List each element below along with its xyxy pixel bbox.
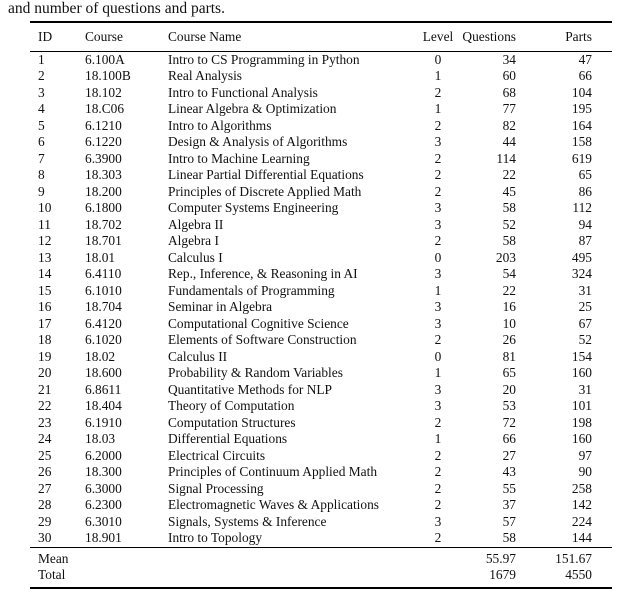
cell-course: 18.702	[85, 216, 122, 232]
cell-id: 4	[38, 101, 45, 116]
cell-parts: 25	[578, 299, 592, 314]
cell-course-name: Intro to Functional Analysis	[168, 84, 318, 100]
header-row	[30, 22, 612, 51]
cell-course-name: Principles of Discrete Applied Math	[168, 183, 362, 199]
cell-course-name: Algebra I	[168, 233, 219, 248]
cell-course: 18.600	[85, 365, 122, 380]
cell-parts: 144	[571, 530, 592, 545]
table-row	[30, 283, 612, 300]
cell-id: 16	[38, 299, 52, 314]
cell-id: 6	[38, 134, 45, 149]
table-caption-fragment: and number of questions and parts.	[8, 0, 225, 17]
cell-level: 2	[434, 117, 442, 133]
cell-parts: 31	[578, 282, 592, 298]
cell-questions: 43	[502, 464, 516, 479]
cell-level: 2	[434, 497, 442, 512]
summary-mean-questions: 55.97	[485, 550, 516, 566]
cell-level: 2	[434, 332, 442, 347]
cell-course-name: Theory of Computation	[168, 398, 295, 413]
cell-questions: 57	[502, 513, 516, 529]
cell-parts: 66	[578, 68, 592, 83]
cell-course-name: Fundamentals of Programming	[168, 282, 335, 298]
summary-mean-label: Mean	[38, 550, 69, 566]
table-row	[30, 101, 612, 118]
table-row	[30, 134, 612, 151]
cell-level: 2	[434, 414, 442, 430]
cell-course: 6.2300	[85, 497, 122, 512]
cell-level: 2	[434, 167, 442, 182]
table-row	[30, 266, 612, 283]
cell-questions: 81	[502, 348, 516, 364]
cell-parts: 495	[571, 249, 592, 265]
cell-course-name: Electromagnetic Waves & Applications	[168, 497, 380, 512]
table-row	[30, 415, 612, 432]
cell-course-name: Rep., Inference, & Reasoning in AI	[168, 266, 358, 281]
table-row	[30, 349, 612, 366]
cell-questions: 20	[502, 381, 516, 397]
table-row	[30, 382, 612, 399]
cell-parts: 160	[571, 365, 592, 380]
cell-parts: 160	[571, 431, 592, 446]
cell-questions: 58	[502, 200, 516, 215]
cell-id: 2	[38, 68, 45, 83]
cell-course-name: Quantitative Methods for NLP	[168, 381, 333, 397]
cell-parts: 97	[578, 447, 592, 463]
cell-course: 18.C06	[85, 101, 125, 116]
cell-course: 6.1010	[85, 282, 122, 298]
table-row	[30, 151, 612, 168]
cell-id: 13	[38, 249, 52, 265]
table-row	[30, 316, 612, 333]
table-row	[30, 299, 612, 316]
cell-course: 18.200	[85, 183, 122, 199]
cell-id: 26	[38, 464, 52, 479]
cell-level: 2	[434, 233, 442, 248]
cell-id: 8	[38, 167, 45, 182]
summary-empty-cell	[85, 567, 168, 588]
cell-level: 2	[434, 480, 442, 496]
cell-level: 3	[434, 381, 442, 397]
cell-parts: 67	[578, 315, 592, 331]
cell-course-name: Intro to CS Programming in Python	[168, 51, 360, 67]
cell-course: 6.1910	[85, 414, 122, 430]
table-header	[30, 22, 612, 51]
cell-questions: 55	[502, 480, 516, 496]
cell-id: 3	[38, 84, 45, 100]
cell-questions: 26	[502, 332, 516, 347]
cell-course-name: Elements of Software Construction	[168, 332, 357, 347]
cell-level: 0	[434, 348, 442, 364]
cell-questions: 82	[502, 117, 516, 133]
cell-parts: 224	[571, 513, 592, 529]
cell-course-name: Real Analysis	[168, 68, 243, 83]
summary-empty-cell	[85, 547, 168, 567]
cell-questions: 52	[502, 216, 516, 232]
header-id: ID	[38, 29, 53, 44]
table-row	[30, 481, 612, 498]
cell-course: 6.8611	[85, 381, 122, 397]
cell-course-name: Differential Equations	[168, 431, 288, 446]
cell-course: 6.3010	[85, 513, 122, 529]
cell-course-name: Computational Cognitive Science	[168, 315, 349, 331]
header-level: Level	[422, 29, 454, 44]
cell-level: 2	[434, 150, 442, 166]
cell-course-name: Calculus II	[168, 348, 228, 364]
cell-course: 6.1800	[85, 200, 122, 215]
cell-parts: 112	[572, 200, 592, 215]
cell-questions: 27	[502, 447, 516, 463]
cell-course: 18.704	[85, 299, 122, 314]
cell-course: 6.1020	[85, 332, 122, 347]
cell-questions: 72	[502, 414, 516, 430]
cell-course: 6.2000	[85, 447, 122, 463]
table-row	[30, 530, 612, 547]
cell-level: 3	[434, 134, 442, 149]
cell-level: 1	[434, 282, 442, 298]
table-row	[30, 250, 612, 267]
cell-level: 2	[434, 464, 442, 479]
cell-course-name: Intro to Algorithms	[168, 117, 272, 133]
cell-questions: 45	[502, 183, 516, 199]
cell-level: 1	[434, 68, 442, 83]
cell-level: 1	[434, 365, 442, 380]
header-questions: Questions	[462, 29, 516, 44]
cell-parts: 198	[571, 414, 592, 430]
cell-course: 6.4110	[85, 266, 122, 281]
cell-course-name: Seminar in Algebra	[168, 299, 273, 314]
cell-course: 18.102	[85, 84, 122, 100]
cell-level: 3	[434, 315, 442, 331]
table-row	[30, 217, 612, 234]
cell-id: 15	[38, 282, 52, 298]
cell-questions: 10	[502, 315, 516, 331]
cell-course-name: Algebra II	[168, 216, 224, 232]
cell-id: 7	[38, 150, 45, 166]
cell-level: 2	[434, 183, 442, 199]
cell-level: 2	[434, 530, 442, 545]
header-parts: Parts	[565, 29, 592, 44]
cell-questions: 68	[502, 84, 516, 100]
cell-parts: 154	[571, 348, 592, 364]
cell-id: 29	[38, 513, 52, 529]
table-row	[30, 464, 612, 481]
cell-course-name: Signals, Systems & Inference	[168, 513, 327, 529]
cell-course: 18.02	[85, 348, 116, 364]
cell-questions: 37	[502, 497, 516, 512]
cell-level: 0	[434, 249, 442, 265]
cell-parts: 158	[571, 134, 592, 149]
cell-level: 3	[434, 299, 442, 314]
cell-course-name: Linear Partial Differential Equations	[168, 167, 364, 182]
table-row	[30, 365, 612, 382]
cell-course: 18.300	[85, 464, 122, 479]
cell-questions: 44	[502, 134, 516, 149]
cell-parts: 52	[578, 332, 592, 347]
cell-level: 1	[434, 101, 442, 116]
cell-parts: 258	[571, 480, 592, 496]
cell-questions: 22	[502, 282, 516, 298]
summary-empty-cell	[420, 567, 456, 588]
cell-level: 3	[434, 513, 442, 529]
cell-questions: 53	[502, 398, 516, 413]
cell-parts: 94	[578, 216, 592, 232]
cell-id: 23	[38, 414, 52, 430]
cell-course: 6.1220	[85, 134, 122, 149]
cell-id: 9	[38, 183, 45, 199]
cell-course: 6.100A	[85, 51, 125, 67]
cell-parts: 65	[578, 167, 592, 182]
cell-course-name: Principles of Continuum Applied Math	[168, 464, 378, 479]
cell-course: 18.100B	[85, 68, 131, 83]
cell-questions: 77	[502, 101, 516, 116]
table-row	[30, 398, 612, 415]
table-row	[30, 167, 612, 184]
cell-id: 1	[38, 51, 45, 67]
cell-course-name: Linear Algebra & Optimization	[168, 101, 337, 116]
cell-level: 3	[434, 266, 442, 281]
cell-course: 18.03	[85, 431, 116, 446]
cell-course: 6.3000	[85, 480, 122, 496]
cell-questions: 58	[502, 530, 516, 545]
table-row	[30, 332, 612, 349]
cell-parts: 619	[571, 150, 592, 166]
cell-level: 3	[434, 398, 442, 413]
cell-id: 20	[38, 365, 52, 380]
cell-parts: 87	[578, 233, 592, 248]
table-row	[30, 68, 612, 85]
cell-questions: 58	[502, 233, 516, 248]
cell-questions: 34	[502, 51, 516, 67]
cell-course-name: Electrical Circuits	[168, 447, 266, 463]
cell-course-name: Design & Analysis of Algorithms	[168, 134, 348, 149]
cell-parts: 142	[571, 497, 592, 512]
table-row	[30, 184, 612, 201]
cell-level: 2	[434, 84, 442, 100]
cell-id: 10	[38, 200, 52, 215]
cell-id: 12	[38, 233, 52, 248]
header-course: Course	[85, 29, 123, 44]
cell-id: 27	[38, 480, 52, 496]
cell-id: 14	[38, 266, 52, 281]
cell-parts: 324	[571, 266, 592, 281]
cell-id: 18	[38, 332, 52, 347]
table-row	[30, 233, 612, 250]
cell-questions: 54	[502, 266, 516, 281]
table-row	[30, 448, 612, 465]
cell-parts: 86	[578, 183, 592, 199]
cell-course: 18.303	[85, 167, 122, 182]
cell-id: 5	[38, 117, 45, 133]
cell-course: 18.701	[85, 233, 122, 248]
cell-questions: 203	[495, 249, 516, 265]
summary-total-label: Total	[38, 567, 66, 582]
cell-questions: 65	[502, 365, 516, 380]
cell-parts: 31	[578, 381, 592, 397]
table-row	[30, 85, 612, 102]
summary-empty-cell	[168, 547, 420, 567]
summary-row-mean	[30, 547, 612, 567]
summary-empty-cell	[168, 567, 420, 588]
cell-course: 6.3900	[85, 150, 122, 166]
table-body	[30, 51, 612, 547]
cell-questions: 16	[502, 299, 516, 314]
cell-course-name: Calculus I	[168, 249, 223, 265]
cell-id: 25	[38, 447, 52, 463]
cell-course-name: Computation Structures	[168, 414, 296, 430]
cell-course: 18.901	[85, 530, 122, 545]
cell-parts: 90	[578, 464, 592, 479]
course-table	[30, 21, 612, 589]
table-row	[30, 118, 612, 135]
cell-course-name: Signal Processing	[168, 480, 264, 496]
cell-parts: 101	[571, 398, 592, 413]
header-course-name: Course Name	[168, 29, 242, 44]
cell-id: 17	[38, 315, 52, 331]
cell-id: 30	[38, 530, 52, 545]
table-row	[30, 200, 612, 217]
cell-course-name: Probability & Random Variables	[168, 365, 343, 380]
cell-level: 3	[434, 200, 442, 215]
cell-id: 11	[38, 216, 51, 232]
table-row	[30, 514, 612, 531]
cell-parts: 47	[578, 51, 592, 67]
table-row	[30, 431, 612, 448]
cell-id: 19	[38, 348, 52, 364]
cell-questions: 114	[496, 150, 516, 166]
cell-parts: 195	[571, 101, 592, 116]
cell-questions: 22	[502, 167, 516, 182]
table-row	[30, 497, 612, 514]
cell-parts: 164	[571, 117, 592, 133]
cell-level: 0	[434, 51, 442, 67]
cell-questions: 66	[502, 431, 516, 446]
cell-id: 24	[38, 431, 52, 446]
summary-row-total	[30, 567, 612, 588]
summary-empty-cell	[420, 547, 456, 567]
cell-course: 6.1210	[85, 117, 122, 133]
cell-course-name: Intro to Machine Learning	[168, 150, 310, 166]
cell-id: 28	[38, 497, 52, 512]
summary-total-questions: 1679	[489, 567, 516, 582]
cell-parts: 104	[571, 84, 592, 100]
cell-course-name: Intro to Topology	[168, 530, 263, 545]
cell-course: 6.4120	[85, 315, 122, 331]
cell-level: 2	[434, 447, 442, 463]
cell-course-name: Computer Systems Engineering	[168, 200, 339, 215]
table-row	[30, 51, 612, 68]
cell-id: 22	[38, 398, 52, 413]
cell-questions: 60	[502, 68, 516, 83]
cell-level: 3	[434, 216, 442, 232]
cell-course: 18.01	[85, 249, 116, 265]
summary-mean-parts: 151.67	[555, 550, 592, 566]
cell-course: 18.404	[85, 398, 122, 413]
table-footer	[30, 547, 612, 588]
cell-id: 21	[38, 381, 52, 397]
cell-level: 1	[434, 431, 442, 446]
summary-total-parts: 4550	[565, 567, 592, 582]
